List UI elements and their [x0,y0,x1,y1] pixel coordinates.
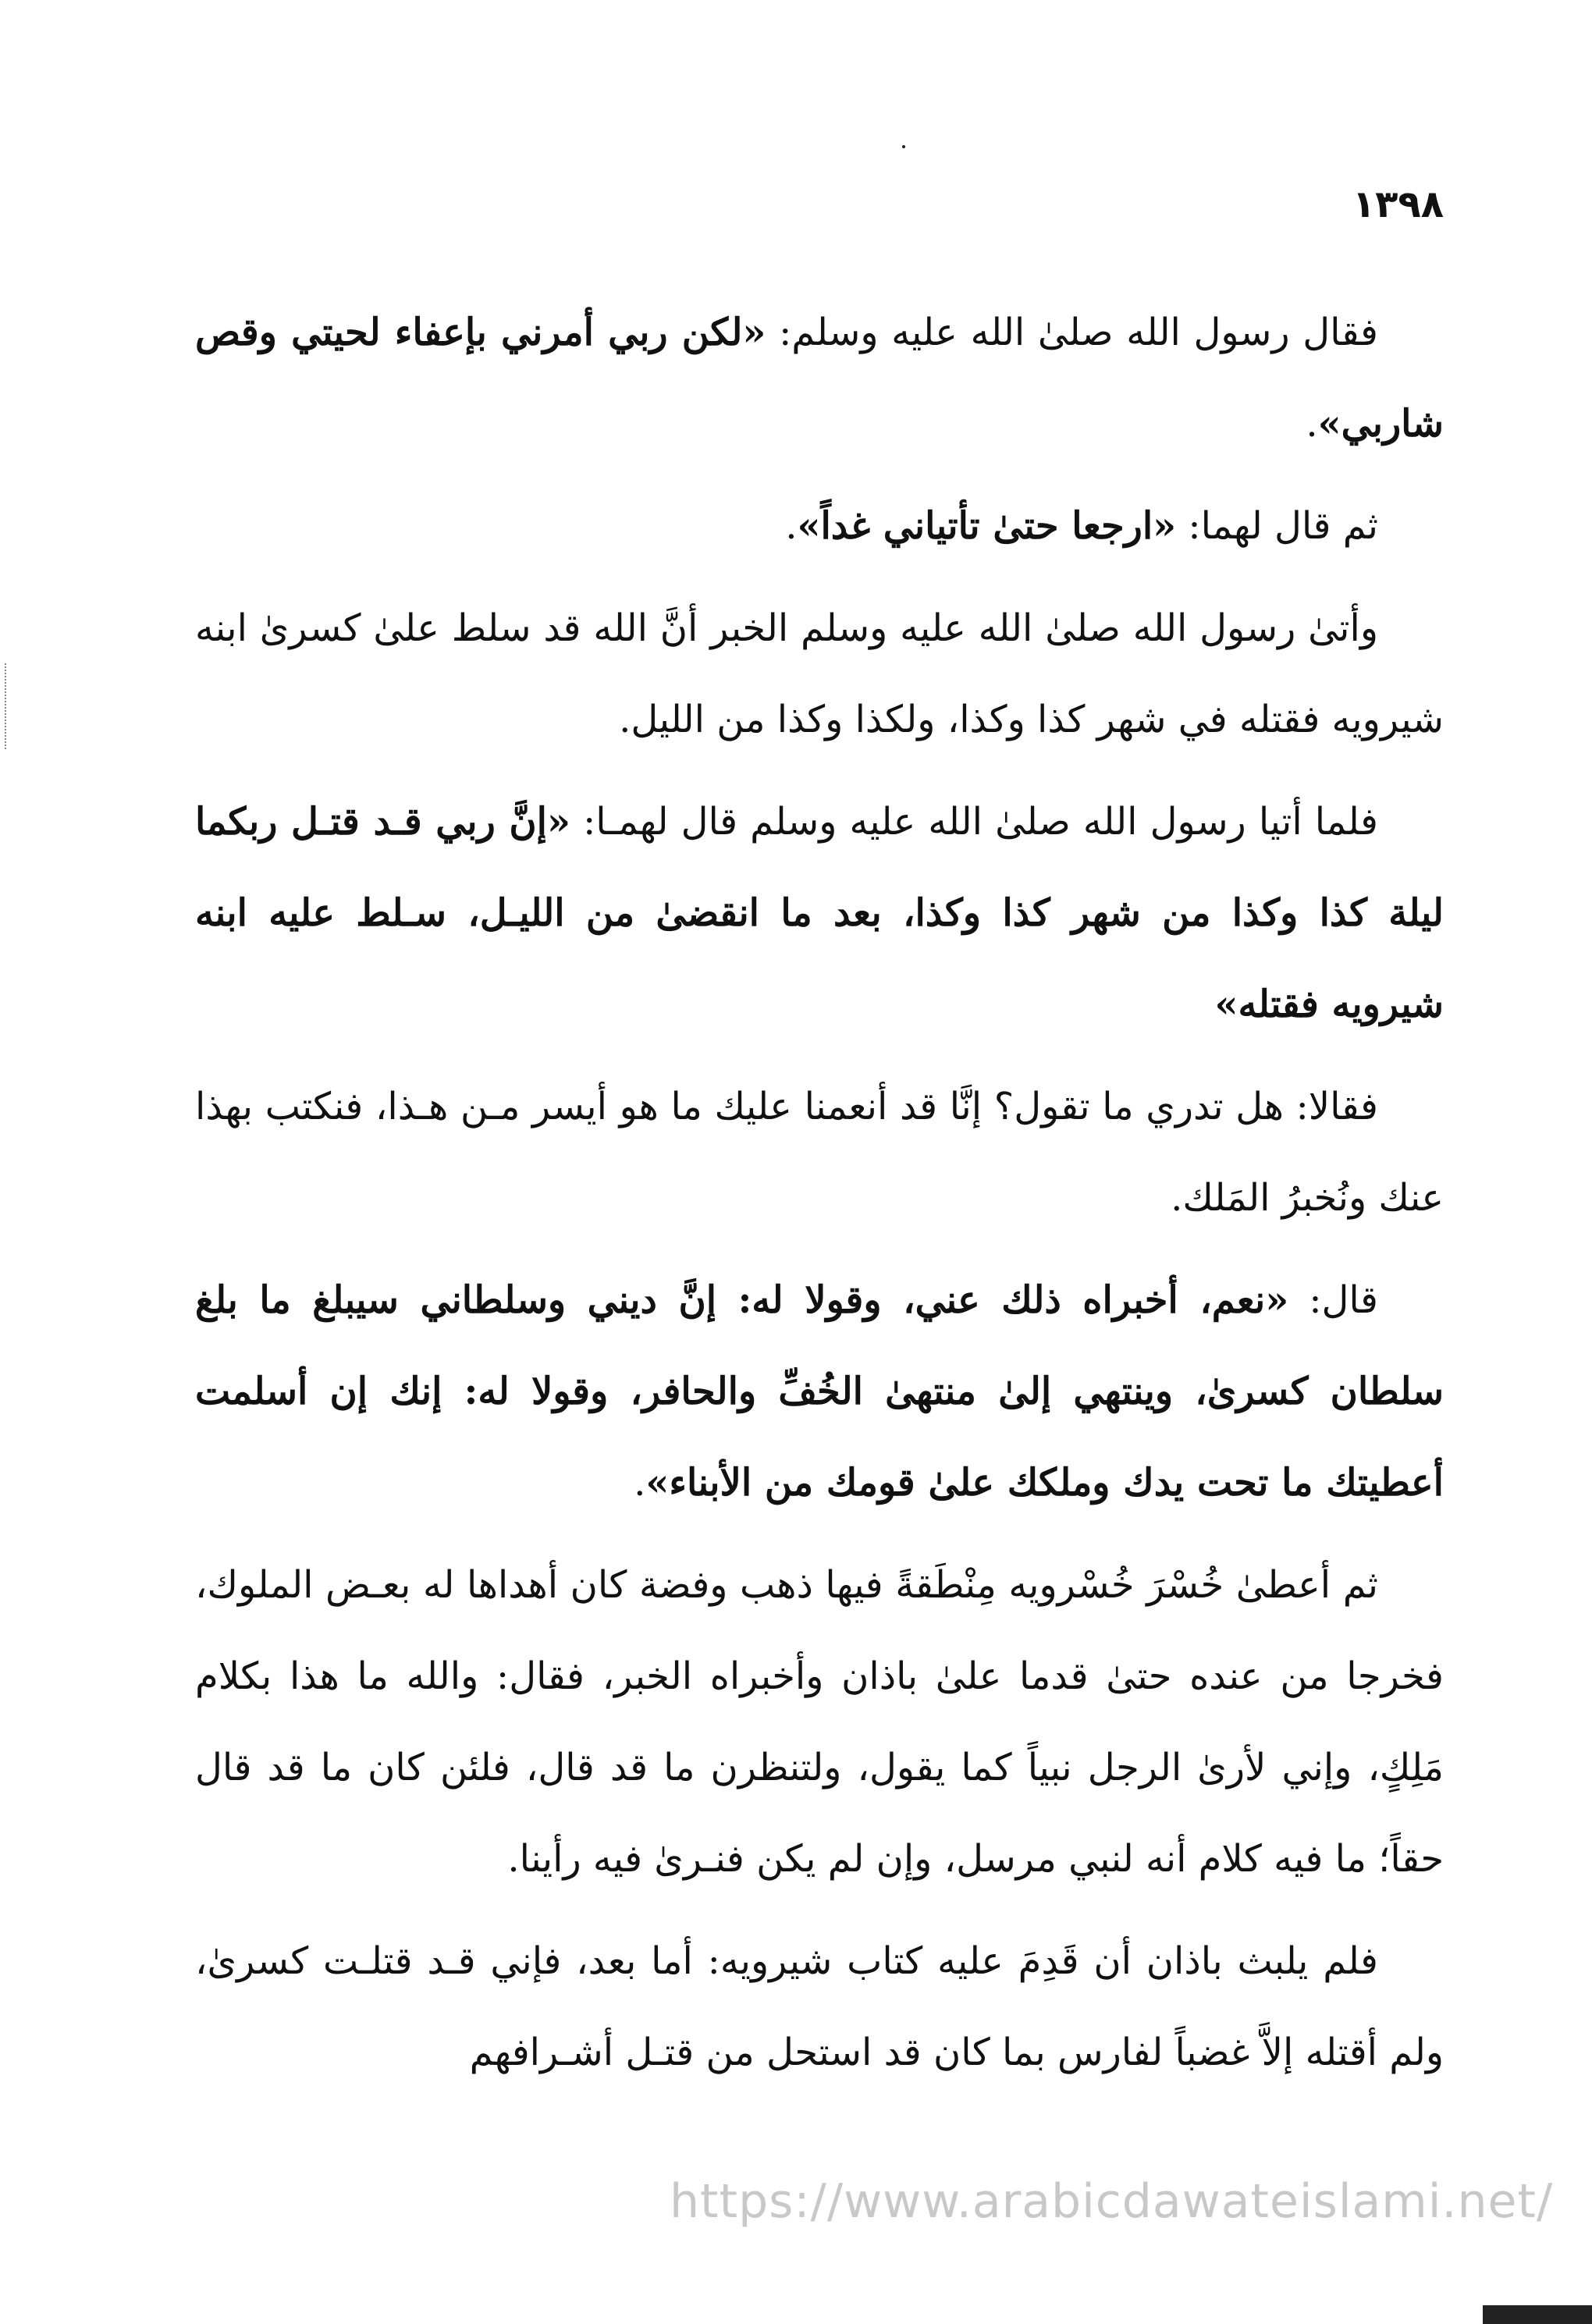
paragraph [195,583,1444,766]
watermark-url: https://www.arabicdawateislami.net/ [670,2174,1554,2229]
quoted-hadith: «نعم، أخبراه ذلك عني، وقولا له: إنَّ ديني وسلطاني سيبلغ ما بلغ سلطان كسرىٰ، وينتهي إلىٰ منتهىٰ الخُفِّ والحافر، وقولا له: إنك إن أسلمت أعطيتك ما تحت يدك وملكك علىٰ قومك من الأبناء» [195,1278,1444,1505]
paragraph-text: وأتىٰ رسول الله صلىٰ الله عليه وسلم الخبر أنَّ الله قد سلط علىٰ كسرىٰ ابنه شيرويه فقتله في شهر كذا وكذا، ولكذا وكذا من الليل. [195,606,1444,741]
page-number: ١٣٩٨ [1352,183,1444,226]
paragraph-text: فقالا: هل تدري ما تقول؟ إنَّا قد أنعمنا عليك ما هو أيسر مـن هـذا، فنكتب بهذا عنك ونُخبرُ المَلك. [195,1085,1444,1220]
paragraph-text: ثم قال لهما: [1176,504,1378,548]
quoted-hadith: «إنَّ ربي قـد قتـل ربكما ليلة كذا وكذا من شهر كذا وكذا، بعد ما انقضىٰ من الليـل، سـلط عليه ابنه شيرويه فقتله» [195,800,1444,1026]
paragraph-text: فلم يلبث باذان أن قَدِمَ عليه كتاب شيرويه: أما بعد، فإني قـد قتلـت كسرىٰ، ولم أقتله إلاَّ غضباً لفارس بما كان قد استحل من قتـل أشـرافهم [195,1939,1444,2074]
paragraph-tail: . [634,1461,646,1505]
paragraph [195,1061,1444,1244]
paragraph-text: ثم أعطىٰ خُسْرَ خُسْرويه مِنْطَقةً فيها ذهب وفضة كان أهداها له بعـض الملوك، فخرجا من عنده حتىٰ قدما علىٰ باذان وأخبراه الخبر، فقال: والله ما هذا بكلام مَلِكٍ، وإني لأرىٰ الرجل نبياً كما يقول، ولتنظرن ما قد قال، فلئن كان ما قد قال حقاً؛ ما فيه كلام أنه لنبي مرسل، وإن لم يكن فنـرىٰ فيه رأينا. [195,1563,1444,1881]
paragraph [195,1255,1444,1529]
margin-dotted-mark [5,663,8,749]
paragraph [195,776,1444,1050]
body-text [195,287,1444,2109]
paragraph [195,1916,1444,2098]
paragraph-text: قال: [1288,1278,1379,1322]
scan-edge-bar [1483,2305,1592,2324]
quoted-hadith: «لكن ربي أمرني بإعفاء لحيتي وقص شاربي» [195,311,1444,446]
paragraph-tail: . [1306,402,1318,446]
paragraph-tail: . [785,504,798,548]
scan-speck [902,145,905,148]
paragraph [195,481,1444,572]
paragraph-text: فقال رسول الله صلىٰ الله عليه وسلم: [766,311,1378,354]
paragraph [195,1540,1444,1905]
paragraph-text: فلما أتيا رسول الله صلىٰ الله عليه وسلم قال لهمـا: [570,800,1378,844]
quoted-hadith: «ارجعا حتىٰ تأتياني غداً» [797,504,1177,548]
paragraph [195,287,1444,470]
